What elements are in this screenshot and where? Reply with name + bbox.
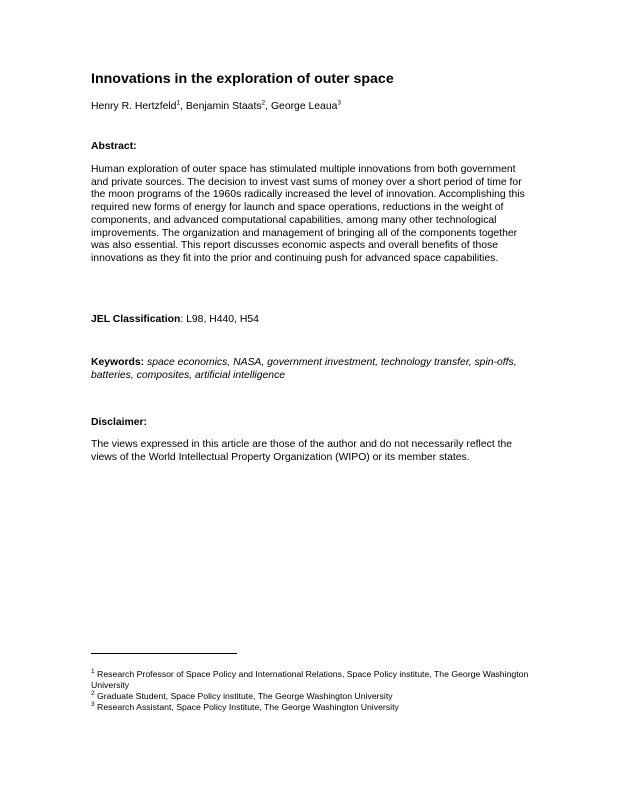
author-name: Henry R. Hertzfeld xyxy=(91,101,177,112)
footnote-3 xyxy=(91,702,531,713)
author-footnote-mark: 1 xyxy=(176,99,181,107)
footnote-text: Research Assistant, Space Policy Institute, The George Washington University xyxy=(94,702,399,712)
jel-classification xyxy=(91,313,531,326)
author-name: Benjamin Staats xyxy=(185,101,262,112)
abstract-heading: Abstract: xyxy=(91,141,137,152)
footnote-divider xyxy=(91,653,237,654)
footnote-text: Research Professor of Space Policy and International Relations, Space Policy institute, The George Washington University xyxy=(91,669,529,690)
footnote-2 xyxy=(91,691,531,702)
jel-codes: : L98, H440, H54 xyxy=(180,314,259,325)
footnotes xyxy=(91,669,531,713)
footnote-1 xyxy=(91,669,531,691)
author-separator: , xyxy=(180,101,186,112)
keywords-label: Keywords: xyxy=(91,357,145,368)
disclaimer-heading: Disclaimer: xyxy=(91,417,148,428)
jel-label: JEL Classification xyxy=(91,314,181,325)
footnote-text: Graduate Student, Space Policy institute, The George Washington University xyxy=(94,691,393,701)
footnote-mark: 3 xyxy=(91,701,95,709)
author-list xyxy=(91,100,531,114)
footnote-mark: 1 xyxy=(91,668,95,676)
author-footnote-mark: 3 xyxy=(337,99,342,107)
footnote-mark: 2 xyxy=(91,690,95,698)
abstract-body: Human exploration of outer space has stimulated multiple innovations from both government and private sources. The decision to invest vast sums of money over a short period of time for the moon programs of the 1960s radically increased the level of innovation. Accomplishing this required new forms of energy for launch and space operations, reductions in the weight of components, and advanced computational capabilities, among many other technological improvements. The organization and management of bringing all of the components together was also essential. This report discusses economic aspects and overall benefits of those innovations as they fit into the prior and continuing push for advanced space capabilities. xyxy=(91,164,525,264)
keywords-list: space economics, NASA, government investment, technology transfer, spin-offs, batteries, composites, artificial intelligence xyxy=(91,357,517,381)
keywords xyxy=(91,356,531,382)
author-name: George Leaua xyxy=(270,101,338,112)
paper-title: Innovations in the exploration of outer space xyxy=(91,71,394,87)
disclaimer-body: The views expressed in this article are those of the author and do not necessarily reflect the views of the World Intellectual Property Organization (WIPO) or its member states. xyxy=(91,439,513,463)
author-footnote-mark: 2 xyxy=(261,99,266,107)
author-separator: , xyxy=(265,101,271,112)
